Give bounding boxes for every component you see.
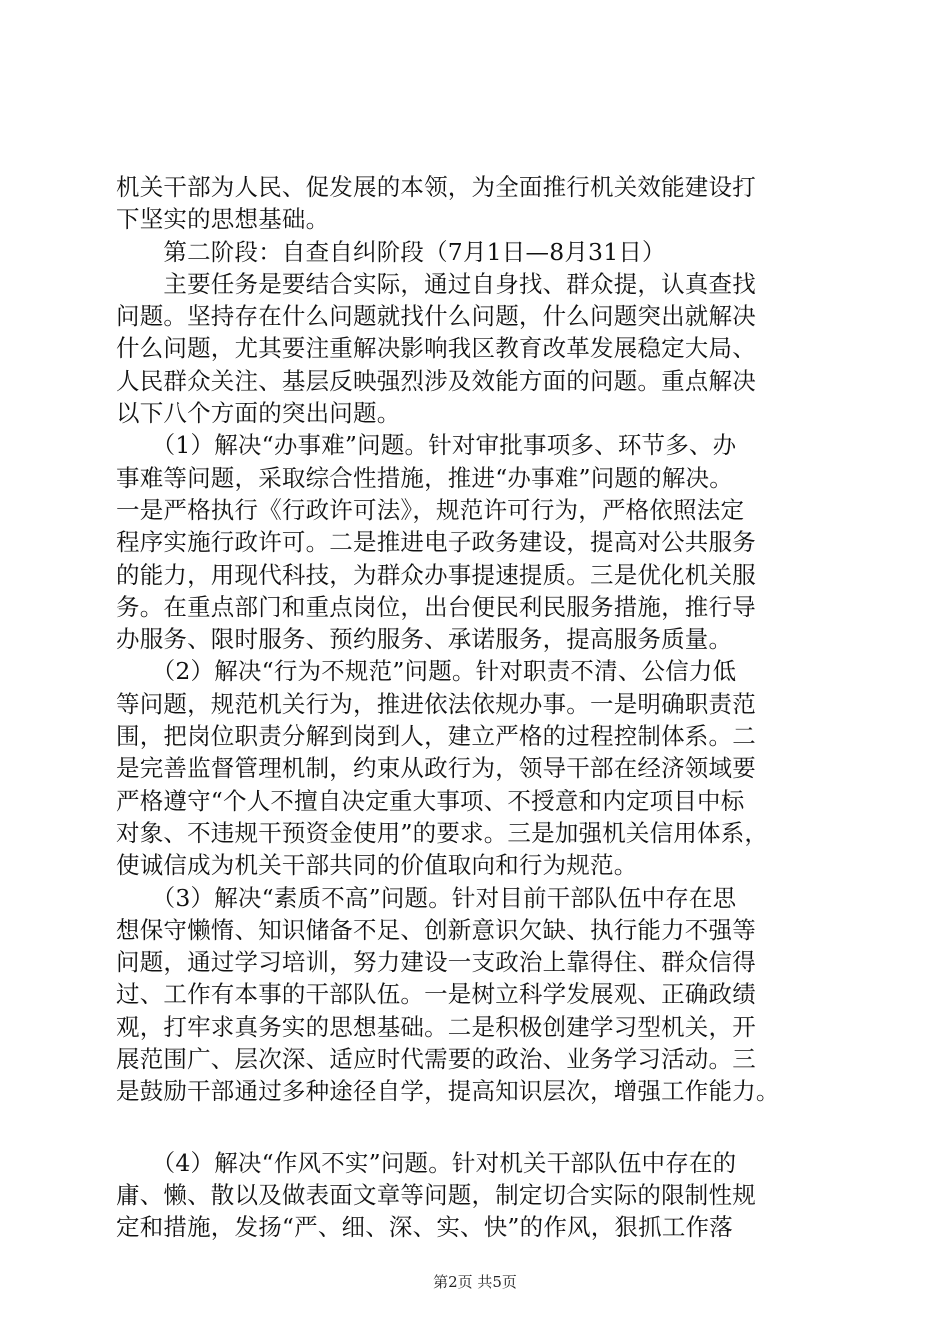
text-line: （4）解决“作风不实”问题。针对机关干部队伍中存在的 bbox=[116, 1148, 737, 1177]
text-line: 问题，通过学习培训，努力建设一支政治上靠得住、群众信得 bbox=[116, 948, 756, 977]
text-line: （3）解决“素质不高”问题。针对目前干部队伍中存在思 bbox=[116, 883, 737, 912]
text-line: 展范围广、层次深、适应时代需要的政治、业务学习活动。三 bbox=[116, 1045, 756, 1074]
text-line: 事难等问题，采取综合性措施，推进“办事难”问题的解决。 bbox=[116, 463, 733, 492]
text-line: 下坚实的思想基础。 bbox=[116, 205, 330, 234]
text-line: 过、工作有本事的干部队伍。一是树立科学发展观、正确政绩 bbox=[116, 980, 756, 1009]
text-block-2 bbox=[116, 1147, 836, 1244]
text-line: 以下八个方面的突出问题。 bbox=[116, 399, 401, 428]
text-line: 主要任务是要结合实际，通过自身找、群众提，认真查找 bbox=[116, 269, 756, 298]
text-line: 机关干部为人民、促发展的本领，为全面推行机关效能建设打 bbox=[116, 173, 756, 201]
text-line: 办服务、限时服务、预约服务、承诺服务，提高服务质量。 bbox=[116, 625, 733, 654]
text-line: 定和措施，发扬“严、细、深、实、快”的作风，狠抓工作落 bbox=[116, 1213, 733, 1242]
page-footer bbox=[0, 1271, 950, 1292]
text-line: 观，打牢求真务实的思想基础。二是积极创建学习型机关，开 bbox=[116, 1012, 756, 1041]
page-number-label: 第2页 共5页 bbox=[433, 1273, 517, 1291]
text-line: 围，把岗位职责分解到岗到人，建立严格的过程控制体系。二 bbox=[116, 722, 756, 751]
text-line: 想保守懒惰、知识储备不足、创新意识欠缺、执行能力不强等 bbox=[116, 915, 756, 944]
text-line: 对象、不违规干预资金使用”的要求。三是加强机关信用体系， bbox=[116, 818, 769, 847]
text-line: 是鼓励干部通过多种途径自学，提高知识层次，增强工作能力。 bbox=[116, 1077, 780, 1106]
text-line: （1）解决“办事难”问题。针对审批事项多、环节多、办 bbox=[116, 431, 737, 460]
text-line: 严格遵守“个人不擅自决定重大事项、不授意和内定项目中标 bbox=[116, 786, 745, 815]
text-line: 是完善监督管理机制，约束从政行为，领导干部在经济领域要 bbox=[116, 754, 756, 783]
document-body bbox=[116, 171, 836, 1244]
text-line: 的能力，用现代科技，为群众办事提速提质。三是优化机关服 bbox=[116, 560, 756, 589]
text-line: （2）解决“行为不规范”问题。针对职责不清、公信力低 bbox=[116, 657, 737, 686]
paragraph-gap bbox=[116, 1108, 836, 1147]
text-line: 人民群众关注、基层反映强烈涉及效能方面的问题。重点解决 bbox=[116, 366, 756, 395]
text-line: 程序实施行政许可。二是推进电子政务建设，提高对公共服务 bbox=[116, 528, 756, 557]
text-line: 务。在重点部门和重点岗位，出台便民利民服务措施，推行导 bbox=[116, 592, 756, 621]
text-line: 问题。坚持存在什么问题就找什么问题，什么问题突出就解决 bbox=[116, 302, 756, 331]
text-line: 第二阶段：自查自纠阶段（7月1日—8月31日） bbox=[116, 237, 666, 266]
text-line: 一是严格执行《行政许可法》，规范许可行为，严格依照法定 bbox=[116, 495, 745, 524]
text-line: 等问题，规范机关行为，推进依法依规办事。一是明确职责范 bbox=[116, 689, 756, 718]
text-line: 使诚信成为机关干部共同的价值取向和行为规范。 bbox=[116, 851, 638, 880]
text-line: 什么问题，尤其要注重解决影响我区教育改革发展稳定大局、 bbox=[116, 334, 756, 363]
text-block-1 bbox=[116, 171, 836, 1108]
text-line: 庸、懒、散以及做表面文章等问题，制定切合实际的限制性规 bbox=[116, 1180, 756, 1209]
